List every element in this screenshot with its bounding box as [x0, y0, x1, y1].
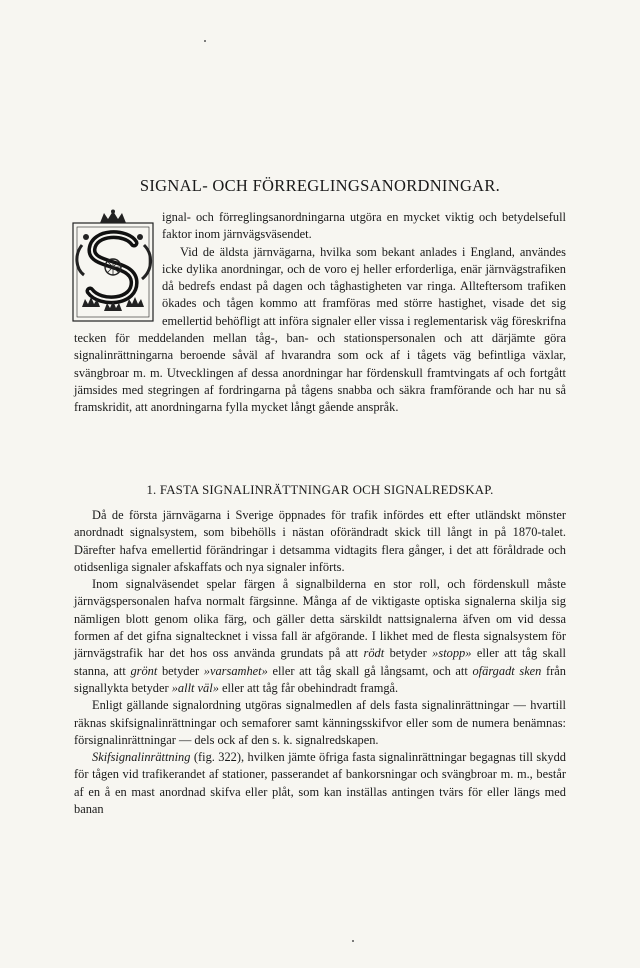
paragraph-2-text-a: Inom signalväsendet spelar färgen å signalbilderna en stor roll, och fördenskull måste järnvägspersonalen hafva normalt färgsinne. Många af de viktigaste optiska signalerna skilja sig nämligen blott genom olika färg, och gäller detta särskildt nattsignalerna äfven om vid dessa formen af det gifna signaltecknet i vissa fall är afgörande. I likhet med de flesta signalsystem för järnvägstrafik har det hos oss använda grundats på att	[74, 577, 566, 661]
paragraph-2-text-c: eller att tåg skall stanna, att	[74, 646, 566, 678]
term-varsamhet: »varsamhet»	[203, 663, 268, 678]
scan-speck	[204, 40, 206, 42]
paragraph-2-text-b: betyder	[384, 646, 433, 661]
term-skifsignalinrattning: Skifsignalinrättning	[92, 750, 191, 765]
paragraph-4-text: (fig. 322), hvilken jämte öfriga fasta signalinrättningar begagnas till skydd för tågen vid trafikerandet af stationer, passerandet af bankorsningar och svängbroar m. m., består af en å en mast anordnad skifva eller plåt, som kan inställas antingen tvärs för eller längs med banan	[74, 750, 566, 817]
intro-paragraph-1: ignal- och förreglingsanordningarna utgöra en mycket viktig och betydelsefull faktor inom järnvägsväsendet.	[162, 210, 566, 242]
scan-speck	[352, 940, 354, 942]
term-allt-val: »allt väl»	[171, 680, 219, 695]
paragraph-2-text-g: eller att tåg får obehindradt framgå.	[218, 680, 399, 695]
term-ofargadt-sken: ofärgadt sken	[472, 663, 542, 678]
paragraph-2-text-e: eller att tåg skall gå långsamt, och att	[267, 663, 473, 678]
term-stopp: »stopp»	[432, 646, 472, 661]
paragraph-4	[74, 749, 566, 818]
paragraph-1: Då de första järnvägarna i Sverige öppnades för trafik infördes ett efter utländskt mönster anordnadt signalsystem, som bibehölls i nästan oförändradt skick till långt in på 1870-talet. Därefter hafva emellertid förändringar i detsamma vidtagits flera gånger, i det att föråldrade och otidsenliga signaler afskaffats och nya signaler införts.	[74, 508, 566, 574]
term-gront: grönt	[130, 663, 158, 678]
intro-section	[74, 209, 566, 417]
section-body	[74, 507, 566, 818]
paragraph-2-text-d: betyder	[157, 663, 204, 678]
chapter-title: SIGNAL- OCH FÖRREGLINGSANORDNINGAR.	[139, 176, 501, 195]
paragraph-2-text-f: från signallykta betyder	[74, 663, 566, 695]
term-rodt: rödt	[363, 646, 385, 661]
intro-paragraph-2: Vid de äldsta järnvägarna, hvilka som bekant anlades i England, användes icke dylika anordningar, och de voro ej heller erforderliga, enär järnvägstrafiken då bedrefs endast på dagen och tåghastigheten var ringa. Allteftersom trafiken ökades och tågen kommo att framföras med större hastighet, visade det sig emellertid behöfligt att införa signaler eller vissa i reglementarisk väg föreskrifna tecken för meddelanden mellan tåg-, ban- och stationspersonalen och att därjämte göra signalinrättningarna beroende såväl af hvarandra som ock af i tågets väg befintliga växlar, svängbroar m. m. Utvecklingen af dessa anordningar har fördenskull framtvingats af och fortgått jämsides med stegringen af fordringarna på tågens snabba och säkra framförande och har nu så framskridit, att anordningarna fylla mycket långt gående anspråk.	[74, 244, 566, 415]
decorated-initial-s-icon	[70, 209, 156, 325]
paragraph-3: Enligt gällande signalordning utgöras signalmedlen af dels fasta signalinrättningar — hvartill räknas skifsignalinrättningar och semaforer samt känningsskifvor eller som de numera benämnas: försignalinrättningar — dels ock af den s. k. signalredskapen.	[74, 698, 566, 747]
section-heading: 1. FASTA SIGNALINRÄTTNINGAR OCH SIGNALREDSKAP.	[146, 483, 494, 497]
paragraph-2	[74, 576, 566, 697]
